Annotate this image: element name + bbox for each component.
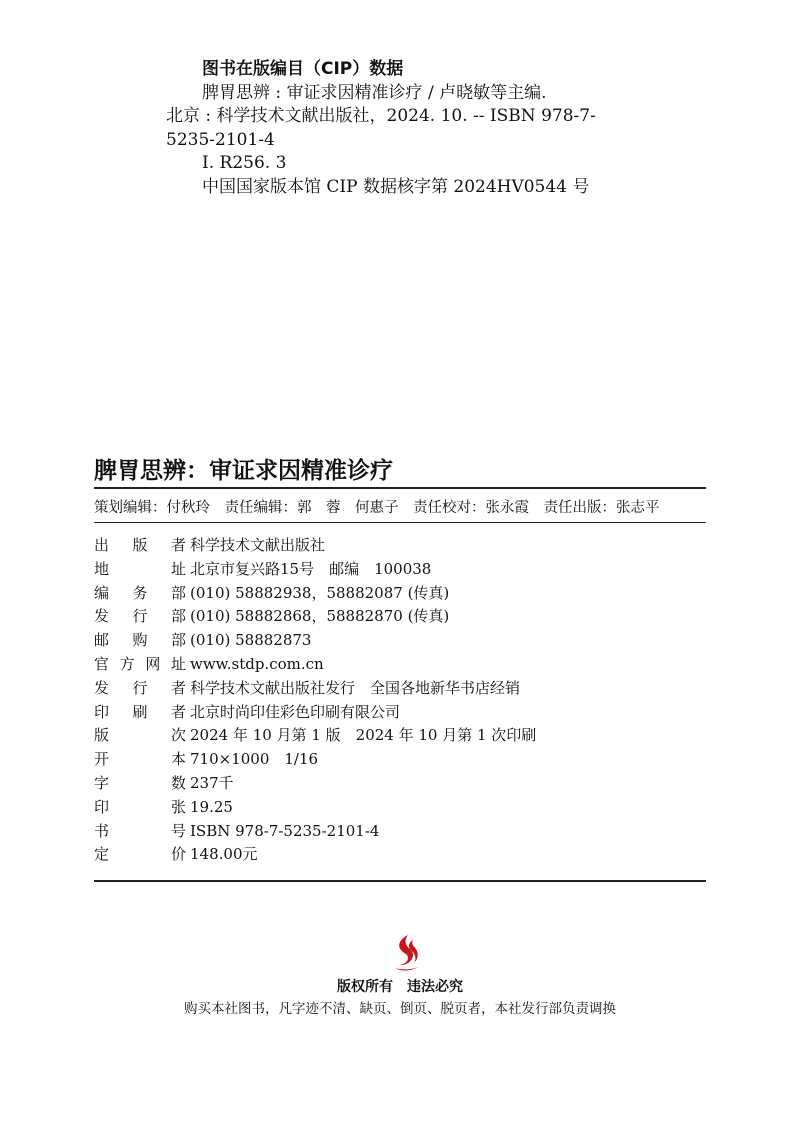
publication-row bbox=[94, 701, 536, 725]
publication-label: 编 务 部 bbox=[94, 583, 186, 602]
publication-row bbox=[94, 653, 536, 677]
publication-value: 2024 年 10 月第 1 版 2024 年 10 月第 1 次印刷 bbox=[190, 726, 537, 745]
return-policy-notice: 购买本社图书，凡字迹不清、缺页、倒页、脱页者，本社发行部负责调换 bbox=[184, 1001, 616, 1017]
divider-top bbox=[94, 487, 706, 489]
publication-row bbox=[94, 748, 536, 772]
publication-value: 148.00元 bbox=[190, 845, 258, 864]
publication-row bbox=[94, 843, 536, 867]
publication-row bbox=[94, 534, 536, 558]
publication-value: 北京市复兴路15号 邮编 100038 bbox=[190, 559, 432, 578]
publication-row bbox=[94, 582, 536, 606]
publication-value: 科学技术文献出版社 bbox=[190, 536, 326, 554]
editors-line: 策划编辑：付秋玲 责任编辑：郭 蓉 何惠子 责任校对：张永霞 责任出版：张志平 bbox=[94, 500, 660, 516]
publication-row bbox=[94, 820, 536, 844]
publication-value: 237千 bbox=[190, 773, 234, 792]
copyright-notice: 版权所有 违法必究 bbox=[337, 979, 463, 995]
publication-value: 19.25 bbox=[190, 797, 233, 816]
publication-row bbox=[94, 558, 536, 582]
publication-value: (010) 58882873 bbox=[190, 631, 312, 650]
publication-value: ISBN 978-7-5235-2101-4 bbox=[190, 821, 380, 840]
publication-label: 发 行 者 bbox=[94, 678, 186, 697]
publication-value: 科学技术文献出版社发行 全国各地新华书店经销 bbox=[190, 678, 521, 697]
publication-row bbox=[94, 724, 536, 748]
publication-row bbox=[94, 796, 536, 820]
publication-label: 书 号 bbox=[94, 821, 186, 840]
publication-row bbox=[94, 772, 536, 796]
publication-value: www.stdp.com.cn bbox=[190, 654, 324, 673]
publication-label: 印 张 bbox=[94, 797, 186, 816]
cip-line-classification: Ⅰ. R256. 3 bbox=[202, 153, 287, 173]
publication-row bbox=[94, 629, 536, 653]
cip-title: 图书在版编目（CIP）数据 bbox=[202, 59, 404, 79]
publication-label: 官 方 网 址 bbox=[94, 654, 186, 673]
cip-line-title-author: 脾胃思辨 : 审证求因精准诊疗 / 卢晓敏等主编. bbox=[202, 82, 547, 103]
publication-value: (010) 58882938，58882087 (传真) bbox=[190, 583, 450, 602]
divider-middle bbox=[94, 522, 706, 523]
publication-row bbox=[94, 677, 536, 701]
publication-label: 定 价 bbox=[94, 845, 186, 864]
cip-line-isbn-cont: 5235-2101-4 bbox=[166, 129, 275, 150]
cip-block bbox=[166, 58, 596, 199]
publication-value: 北京时尚印佳彩色印刷有限公司 bbox=[190, 702, 401, 721]
publication-label: 开 本 bbox=[94, 750, 186, 769]
cip-line-publisher: 北京 : 科学技术文献出版社，2024. 10. -- ISBN 978-7- bbox=[166, 106, 596, 126]
publication-label: 印 刷 者 bbox=[94, 702, 186, 721]
publisher-logo-icon bbox=[391, 934, 421, 972]
publication-label: 地 址 bbox=[94, 559, 186, 578]
publication-row bbox=[94, 605, 536, 629]
book-title: 脾胃思辨：审证求因精准诊疗 bbox=[94, 458, 393, 484]
publication-label: 发 行 部 bbox=[94, 607, 186, 626]
publication-label: 版 次 bbox=[94, 726, 186, 745]
publication-label: 邮 购 部 bbox=[94, 631, 186, 650]
publication-value: (010) 58882868，58882870 (传真) bbox=[190, 607, 450, 626]
publication-value: 710×1000 1/16 bbox=[190, 750, 319, 769]
divider-bottom bbox=[94, 880, 706, 882]
cip-line-record-number: 中国国家版本馆 CIP 数据核字第 2024HV0544 号 bbox=[202, 176, 590, 197]
publication-label: 字 数 bbox=[94, 773, 186, 792]
publication-info-table bbox=[94, 534, 536, 867]
publication-label: 出 版 者 bbox=[94, 536, 186, 554]
